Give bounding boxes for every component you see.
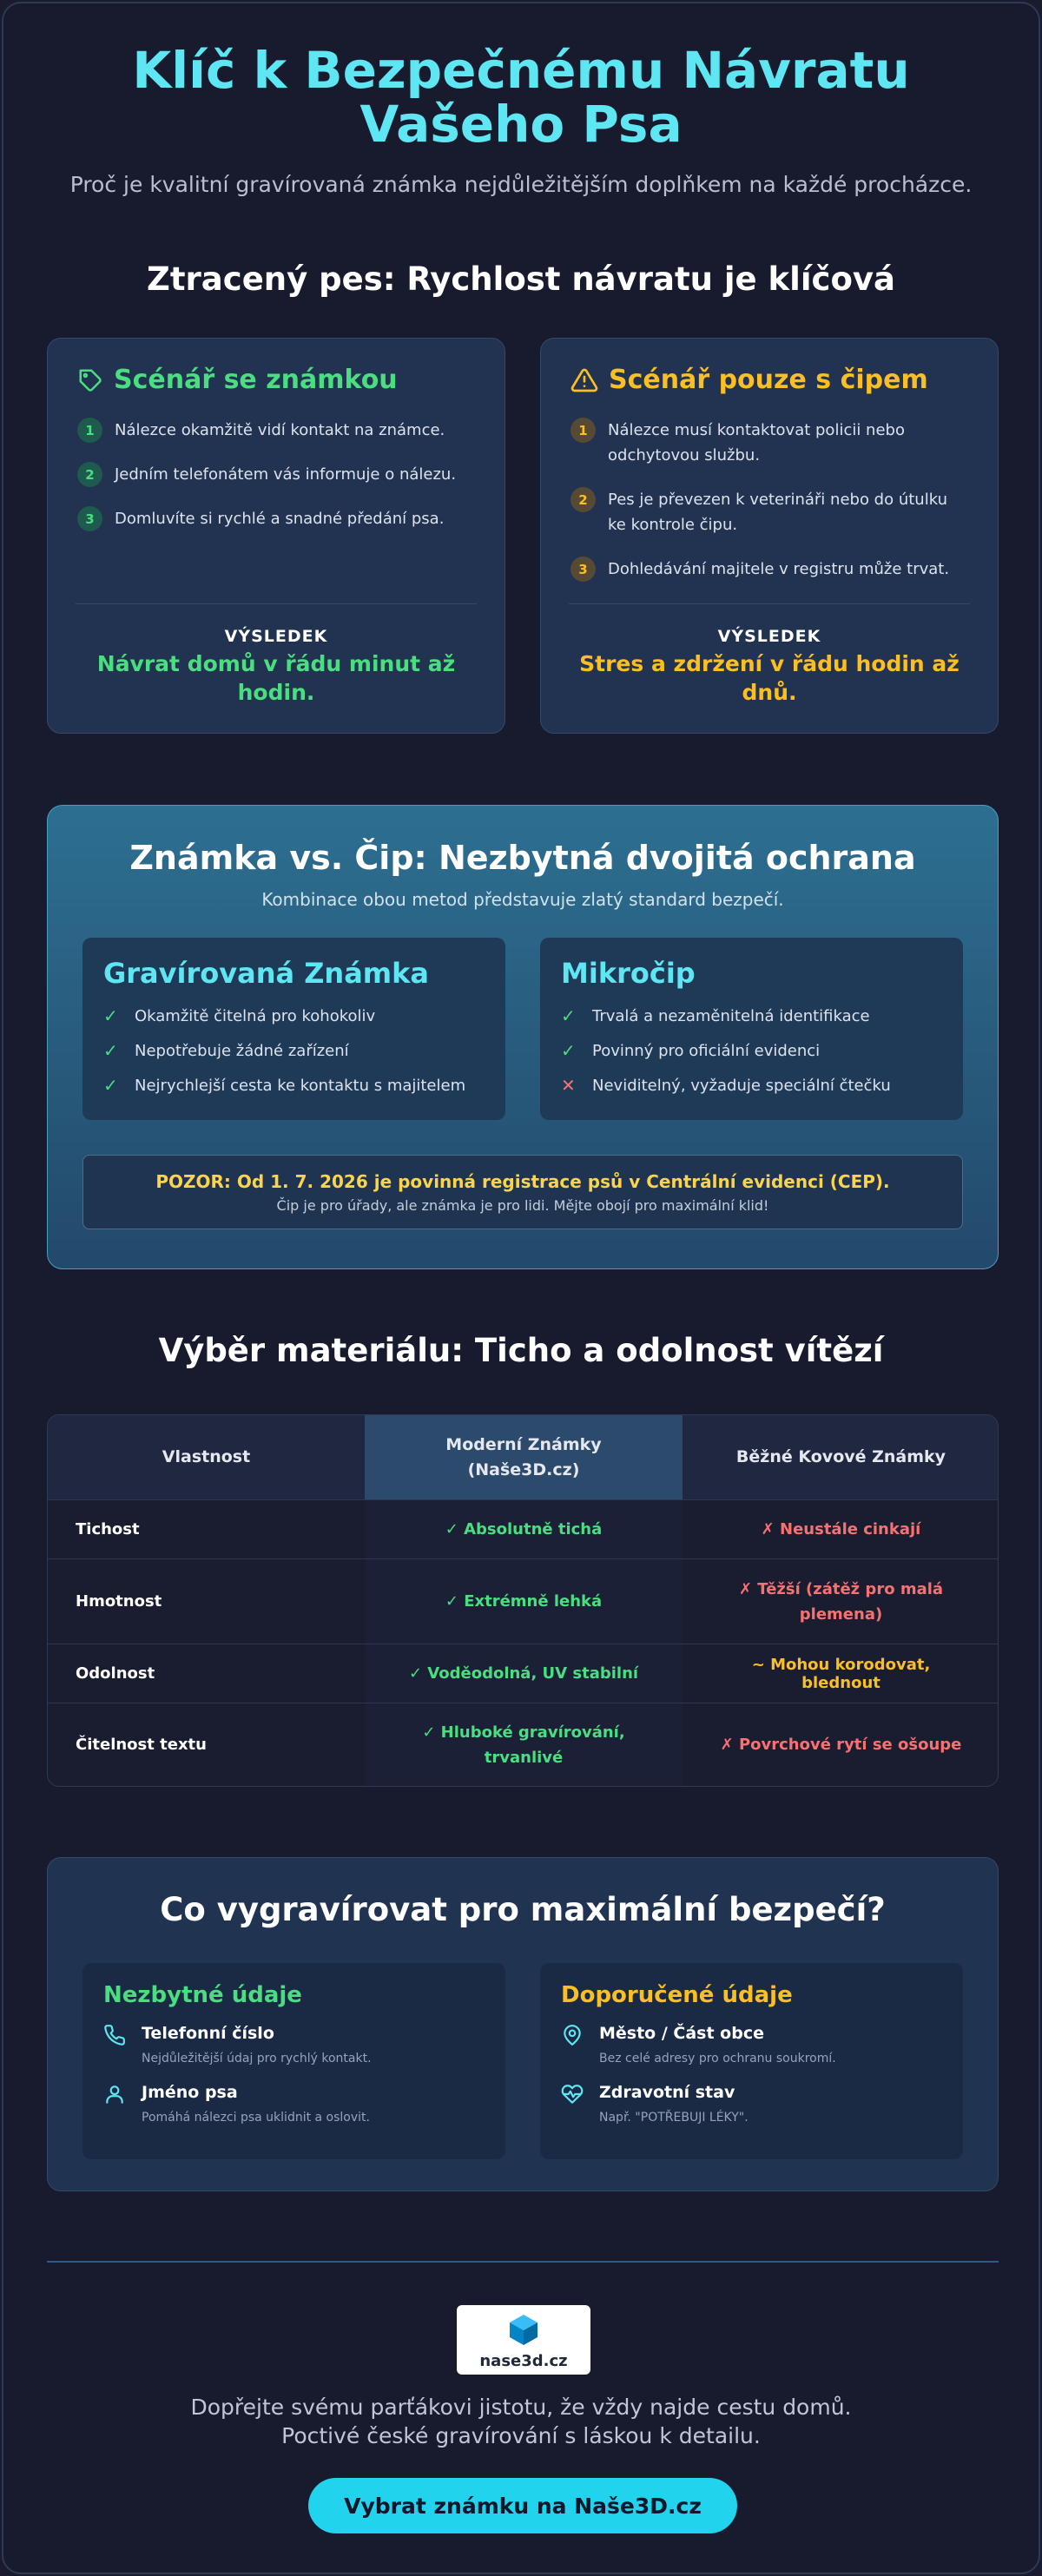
- table-cell-property: Odolnost: [76, 1664, 155, 1683]
- page: [2, 2, 1040, 2574]
- feature-text: Nejrychlejší cesta ke kontaktu s majitelem: [135, 1076, 466, 1095]
- engraved-tag-column: [82, 938, 505, 1120]
- step-text: Dohledávání majitele v registru může trvat.: [608, 560, 950, 578]
- microchip-column: [540, 938, 963, 1120]
- scenario-with-tag-title: Scénář se známkou: [114, 365, 398, 395]
- engraved-tag-title: Gravírovaná Známka: [103, 957, 429, 990]
- step-number: 1: [570, 418, 596, 443]
- check-icon: ✓: [103, 1040, 118, 1061]
- materials-table: [47, 1414, 999, 1787]
- table-cell-metal: ✗ Těžší (zátěž pro malá plemena): [738, 1579, 944, 1624]
- engrave-item: [103, 2083, 485, 2125]
- engrave-item: [561, 2083, 942, 2125]
- notice-headline: POZOR: Od 1. 7. 2026 je povinná registrace psů v Centrální evidenci (CEP).: [155, 1171, 890, 1192]
- hero: [3, 3, 1039, 197]
- scenario-with-tag-card: [47, 338, 505, 734]
- check-icon: ✓: [103, 1075, 118, 1096]
- column-header-modern: Moderní Známky (Naše3D.cz): [365, 1415, 683, 1499]
- check-icon: ✓: [561, 1040, 576, 1061]
- step-item: [77, 462, 477, 487]
- step-number: 1: [77, 418, 102, 443]
- feature-item: [103, 1005, 485, 1026]
- scenario-with-tag-steps: [77, 418, 477, 531]
- step-text: Domluvíte si rychlé a snadné předání psa.: [115, 510, 445, 528]
- engrave-item: [561, 2024, 942, 2065]
- feature-item: [103, 1075, 485, 1096]
- cube-logo-icon: [506, 2312, 541, 2347]
- scenario-chip-only-result: [569, 603, 970, 707]
- step-text: Pes je převezen k veterináři nebo do útulku ke kontrole čipu.: [608, 491, 947, 534]
- step-text: Nálezce musí kontaktovat policii nebo odchytovou službu.: [608, 421, 905, 464]
- result-label: VÝSLEDEK: [717, 627, 821, 646]
- scenario-chip-only-heading: [570, 365, 970, 395]
- tag-vs-chip-panel: [47, 805, 999, 1269]
- location-pin-icon: [561, 2024, 584, 2046]
- table-cell-metal: ✗ Povrchové rytí se ošoupe: [720, 1736, 962, 1754]
- table-cell-modern: ✓ Extrémně lehká: [365, 1559, 683, 1644]
- cep-notice: [82, 1155, 963, 1229]
- table-cell-modern: ✓ Hluboké gravírování, trvanlivé: [365, 1703, 683, 1786]
- engrave-item-title: Jméno psa: [142, 2083, 238, 2102]
- brand-logo[interactable]: [457, 2305, 590, 2375]
- table-cell-metal: ✗ Neustále cinkají: [761, 1520, 921, 1538]
- essential-data-title: Nezbytné údaje: [103, 1982, 302, 2008]
- engrave-item-title: Město / Část obce: [599, 2024, 764, 2043]
- scenario-chip-only-steps: [570, 418, 970, 582]
- check-icon: ✓: [561, 1005, 576, 1026]
- engrave-item-title: Telefonní číslo: [142, 2024, 274, 2043]
- feature-text: Nepotřebuje žádné zařízení: [135, 1041, 349, 1060]
- compare-subtitle: Kombinace obou metod představuje zlatý standard bezpečí.: [261, 889, 784, 910]
- feature-text: Povinný pro oficiální evidenci: [592, 1041, 821, 1060]
- table-cell-modern: ✓ Voděodolná, UV stabilní: [365, 1644, 683, 1703]
- tag-icon: [77, 367, 103, 393]
- page-title: Klíč k Bezpečnému Návratu Vašeho Psa: [132, 41, 910, 154]
- result-label: VÝSLEDEK: [224, 627, 328, 646]
- step-number: 3: [570, 557, 596, 582]
- footer-divider: [47, 2261, 999, 2263]
- step-number: 2: [570, 487, 596, 512]
- check-icon: ✓: [103, 1005, 118, 1026]
- engrave-item-desc: Např. "POTŘEBUJI LÉKY".: [599, 2111, 749, 2125]
- step-text: Jedním telefonátem vás informuje o nálezu.: [115, 465, 457, 484]
- step-number: 2: [77, 462, 102, 487]
- essential-data-card: [82, 1963, 505, 2159]
- person-icon: [103, 2083, 126, 2105]
- engrave-item: [103, 2024, 485, 2065]
- recommended-data-card: [540, 1963, 963, 2159]
- footer-line-1: Dopřejte svému parťákovi jistotu, že vždy najde cestu domů.: [190, 2395, 852, 2420]
- table-header-row: [48, 1415, 998, 1499]
- table-cell-property: Tichost: [76, 1520, 140, 1538]
- step-number: 3: [77, 506, 102, 531]
- table-cell-property: Čitelnost textu: [76, 1736, 207, 1754]
- table-cell-metal: ~ Mohou korodovat, blednout: [751, 1655, 931, 1692]
- choose-tag-button[interactable]: Vybrat známku na Naše3D.cz: [308, 2478, 737, 2533]
- scenarios: [47, 338, 999, 734]
- heart-pulse-icon: [561, 2083, 584, 2105]
- feature-item: [561, 1040, 942, 1061]
- notice-text: Čip je pro úřady, ale známka je pro lidi. Mějte obojí pro maximální klid!: [276, 1197, 769, 1214]
- scenario-with-tag-result: [76, 603, 477, 707]
- compare-columns: [48, 938, 998, 1120]
- warning-triangle-icon: [570, 366, 598, 394]
- column-header-property: Vlastnost: [162, 1447, 251, 1466]
- table-cell-property: Hmotnost: [76, 1592, 162, 1611]
- cross-icon: ✕: [561, 1075, 576, 1096]
- engraving-section: [47, 1857, 999, 2191]
- scenario-chip-only-card: [540, 338, 999, 734]
- page-subtitle: Proč je kvalitní gravírovaná známka nejdůležitějším doplňkem na každé procházce.: [69, 172, 973, 197]
- feature-item: [561, 1075, 942, 1096]
- table-cell-modern: ✓ Absolutně tichá: [365, 1500, 683, 1558]
- feature-text: Okamžitě čitelná pro kohokoliv: [135, 1006, 376, 1025]
- step-item: [77, 506, 477, 531]
- table-row: [48, 1558, 998, 1644]
- table-row: [48, 1499, 998, 1558]
- engrave-item-title: Zdravotní stav: [599, 2083, 735, 2102]
- phone-icon: [103, 2024, 126, 2046]
- result-text: Stres a zdržení v řádu hodin až dnů.: [579, 651, 960, 705]
- materials-title: Výběr materiálu: Ticho a odolnost vítězí: [158, 1332, 884, 1369]
- feature-item: [561, 1005, 942, 1026]
- recommended-data-title: Doporučené údaje: [561, 1982, 793, 2008]
- compare-title: Známka vs. Čip: Nezbytná dvojitá ochrana: [129, 839, 916, 877]
- feature-text: Trvalá a nezaměnitelná identifikace: [592, 1006, 870, 1025]
- feature-item: [103, 1040, 485, 1061]
- engrave-item-desc: Nejdůležitější údaj pro rychlý kontakt.: [142, 2052, 372, 2065]
- table-row: [48, 1703, 998, 1786]
- step-item: [77, 418, 477, 443]
- result-text: Návrat domů v řádu minut až hodin.: [96, 651, 456, 705]
- scenario-chip-only-title: Scénář pouze s čipem: [609, 365, 928, 395]
- feature-text: Neviditelný, vyžaduje speciální čtečku: [592, 1076, 891, 1095]
- engraving-columns: [48, 1963, 998, 2159]
- engrave-item-desc: Pomáhá nálezci psa uklidnit a oslovit.: [142, 2111, 370, 2125]
- footer-line-2: Poctivé české gravírování s láskou k detailu.: [281, 2423, 761, 2448]
- microchip-title: Mikročip: [561, 957, 696, 990]
- scenario-with-tag-heading: [77, 365, 477, 395]
- footer-message: [3, 2393, 1039, 2450]
- engrave-item-desc: Bez celé adresy pro ochranu soukromí.: [599, 2052, 836, 2065]
- step-item: [570, 557, 970, 582]
- step-item: [570, 418, 970, 468]
- step-text: Nálezce okamžitě vidí kontakt na známce.: [115, 421, 445, 439]
- step-item: [570, 487, 970, 537]
- engraving-title: Co vygravírovat pro maximální bezpečí?: [160, 1891, 886, 1928]
- table-row: [48, 1644, 998, 1703]
- lost-section-title: Ztracený pes: Rychlost návratu je klíčová: [147, 260, 895, 298]
- brand-logo-text: nase3d.cz: [479, 2352, 568, 2370]
- column-header-metal: Běžné Kovové Známky: [735, 1447, 946, 1466]
